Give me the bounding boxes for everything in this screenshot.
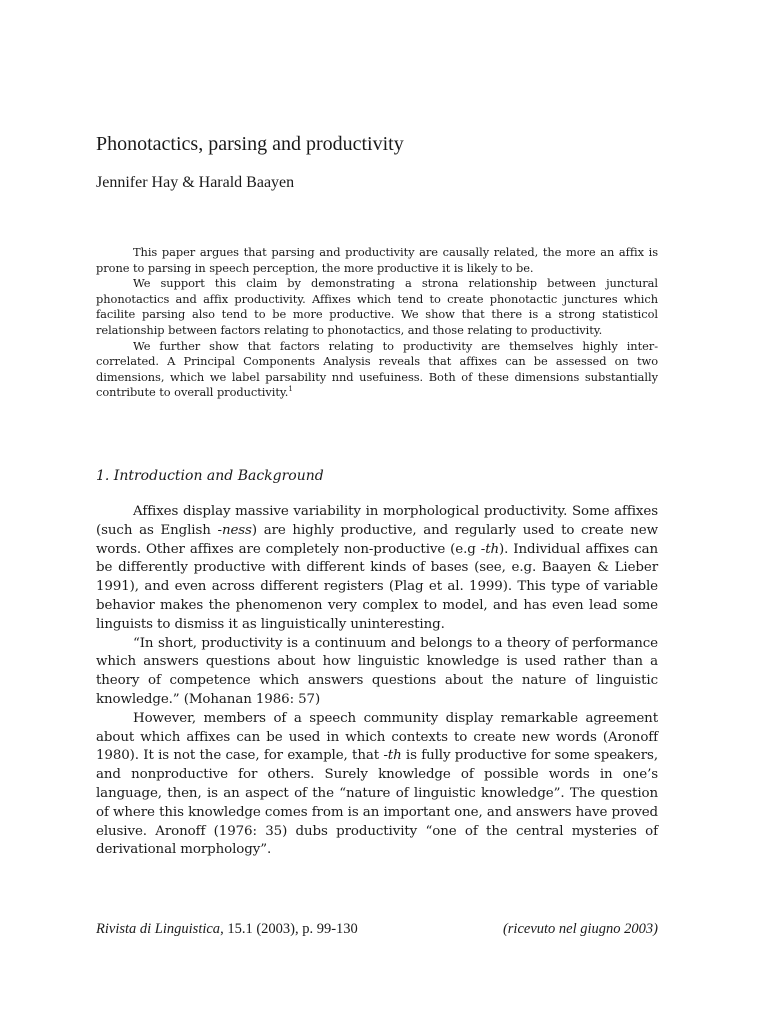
body-paragraph bbox=[96, 503, 658, 635]
body-text-span: ) are highly productive, and regularly used to create new words. Other affixes are completely non-productive (e.g bbox=[96, 522, 658, 557]
paper-page bbox=[96, 0, 658, 1024]
footnote-marker[interactable]: 1 bbox=[288, 385, 293, 394]
body-text-span: Affixes display massive variability in morphological productivity. Some affixes (such as English bbox=[96, 504, 658, 538]
italic-term: -th bbox=[480, 541, 499, 557]
abstract-paragraph-text: We further show that factors relating to productivity are themselves highly inter-correlated. A Principal Components Analysis reveals that affixes can be assessed on two dimensions, which we label parsability nnd usefuiness. Both of these dimensions substantially contribute to overall productivity. bbox=[96, 338, 658, 400]
body-text bbox=[96, 503, 658, 860]
received-date: (ricevuto nel giugno 2003) bbox=[502, 921, 658, 937]
body-paragraph: “In short, productivity is a continuum and belongs to a theory of performance which answers questions about how linguistic knowledge is used rather than a theory of competence which answers questions about the nature of linguistic knowledge.” (Mohanan 1986: 57) bbox=[96, 635, 658, 707]
paper-authors: Jennifer Hay & Harald Baayen bbox=[96, 174, 295, 191]
citation-details: , 15.1 (2003), p. 99-130 bbox=[220, 921, 358, 937]
body-text-span: is fully productive for some speakers, and nonproductive for others. Surely knowledge of possible words in one’s language, then, is an aspect of the “nature of linguistic knowledge”. The question of where this knowledge comes from is an important one, and answers have proved elusive. Aronoff (1976: 35) dubs productivity “one of the central mysteries of derivational morphology”. bbox=[96, 748, 658, 858]
abstract-paragraph bbox=[96, 339, 658, 401]
paper-title: Phonotactics, parsing and productivity bbox=[96, 133, 404, 155]
body-text-span: However, members of a speech community display remarkable agreement about which affixes can be used in which contexts to create new words (Aronoff 1980). It is not the case, for example, that bbox=[96, 710, 658, 764]
journal-citation bbox=[96, 921, 358, 938]
italic-term: -ness bbox=[217, 522, 252, 538]
section-heading: 1. Introduction and Background bbox=[96, 468, 324, 484]
abstract-paragraph: This paper argues that parsing and productivity are causally related, the more an affix is prone to parsing in speech perception, the more productive it is likely to be. bbox=[96, 245, 658, 275]
body-paragraph bbox=[96, 710, 658, 860]
body-text-span: ). Individual affixes can be differently productive with different kinds of bases (see, e.g. Baayen & Lieber 1991), and even across different registers (Plag et al. 1999). This type of variable behavior makes the phenomenon very complex to model, and has even lead some linguists to dismiss it as linguistically uninteresting. bbox=[96, 541, 658, 632]
abstract bbox=[96, 245, 658, 401]
abstract-paragraph: We support this claim by demonstrating a strona relationship between junctural phonotactics and affix productivity. Affixes which tend to create phonotactic junctures which facilite parsing also tend to be more productive. We show that there is a strong statisticol relationship between factors relating to phonotactics, and those relating to productivity. bbox=[96, 276, 658, 337]
italic-term: -th bbox=[383, 748, 402, 764]
journal-name: Rivista di Linguistica bbox=[96, 921, 221, 937]
page-footer bbox=[96, 921, 658, 938]
